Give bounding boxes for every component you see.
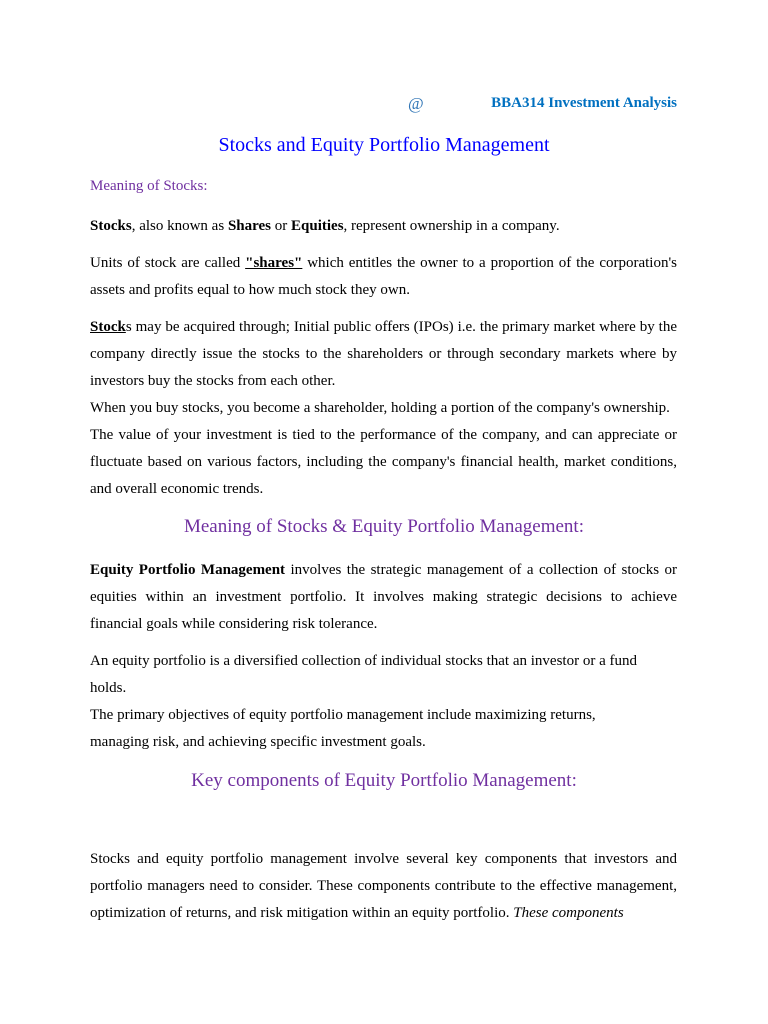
text: involves the strategic management of a collection of stocks or equities within an investment portfolio. It involves making strategic decisions to achieve financial goals while considering risk tolerance. <box>90 562 677 632</box>
text: or <box>271 218 292 234</box>
italic-text: These components <box>513 905 624 921</box>
paragraph-text: An equity portfolio is a diversified collection of individual stocks that an investor or a fund holds. <box>90 653 637 696</box>
bold-stocks: Stocks <box>90 218 132 234</box>
text: Stocks and equity portfolio management involve several key components that investors and portfolio managers need to consider. These components contribute to the effective management, optimization of returns, and risk mitigation within an equity portfolio. <box>90 851 677 921</box>
section2-paragraph3: The primary objectives of equity portfolio management include maximizing returns, managing risk, and achieving specific investment goals. <box>90 707 596 750</box>
bold-shares: Shares <box>227 218 272 234</box>
section2-paragraph1 <box>90 557 677 638</box>
section1-paragraph5: The value of your investment is tied to the performance of the company, and can appreciate or fluctuate based on various factors, including the company's financial health, market conditions, and overall economic trends. <box>90 427 677 497</box>
section2-paragraph2 <box>90 648 650 756</box>
section1-paragraph2 <box>90 250 677 304</box>
equity-portfolio-heading: Meaning of Stocks & Equity Portfolio Management: <box>183 516 584 537</box>
bold-equities: Equities <box>291 218 344 234</box>
text: , represent ownership in a company. <box>343 218 560 234</box>
section1-paragraph1 <box>90 213 677 240</box>
bold-underlined-stock: Stock <box>90 319 126 335</box>
text: which entitles the owner to a proportion of the corporation's assets and profits equal to how much stock they own. <box>90 255 677 298</box>
text: , also known as <box>131 218 228 234</box>
section1-paragraph4: When you buy stocks, you become a shareholder, holding a portion of the company's ownership. <box>90 400 670 416</box>
section1-paragraph3 <box>90 314 677 503</box>
section3-paragraph1 <box>90 846 677 927</box>
page-header <box>90 94 677 116</box>
at-symbol: @ <box>408 94 424 113</box>
bold-underlined-shares: "shares" <box>245 255 303 271</box>
document-title: Stocks and Equity Portfolio Management <box>218 134 550 156</box>
text: Units of stock are called <box>90 255 246 271</box>
bold-equity-portfolio-management: Equity Portfolio Management <box>90 562 286 578</box>
key-components-heading: Key components of Equity Portfolio Management: <box>191 770 577 791</box>
course-title: BBA314 Investment Analysis <box>491 95 677 111</box>
text: s may be acquired through; Initial public offers (IPOs) i.e. the primary market where by the company directly issue the stocks to the shareholders or through secondary markets where by investors buy the stocks from each other. <box>90 319 677 389</box>
meaning-of-stocks-heading: Meaning of Stocks: <box>90 178 208 194</box>
